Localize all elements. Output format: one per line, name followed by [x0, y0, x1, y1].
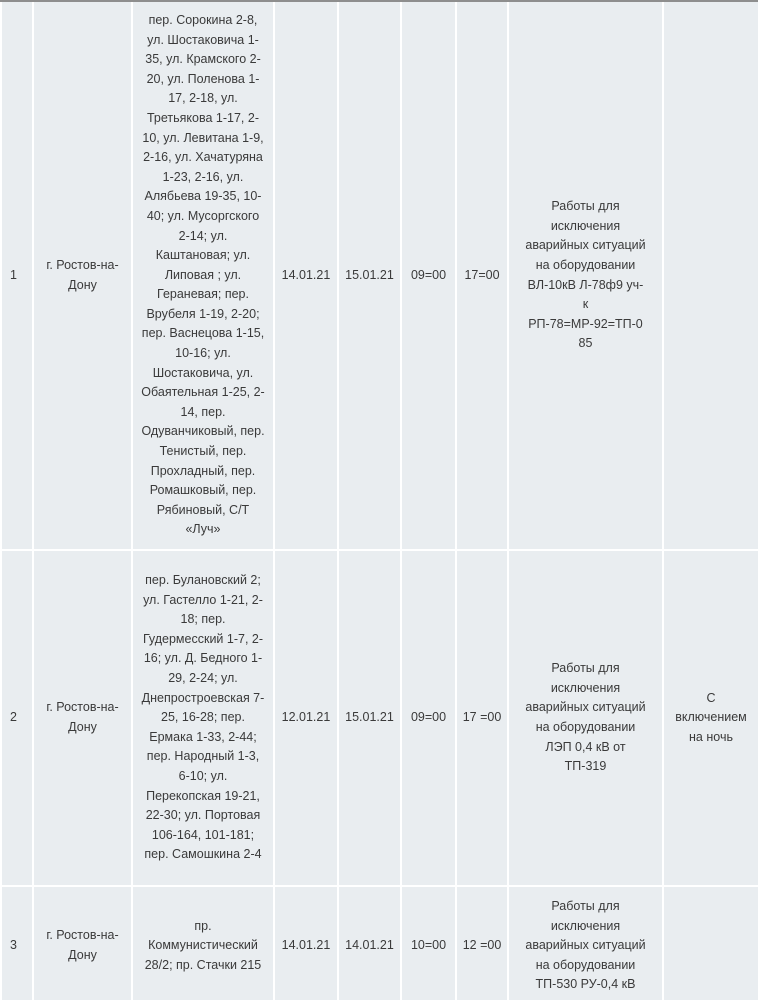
note-cell — [663, 2, 758, 550]
address-cell: пер. Сорокина 2-8, ул. Шостаковича 1-35, ул. Крамского 2-20, ул. Поленова 1-17, 2-18, ул. Третьякова 1-17, 2-10, ул. Левитана 1-9, 2-16, ул. Хачатуряна 1-23, 2-16, ул. Алябьева 19-35, 10-40; ул. Мусоргского 2-14; ул. Каштановая; ул. Липовая ; ул. Гераневая; пер. Врубеля 1-19, 2-20; пер. Васнецова 1-15, 10-16; ул. Шостаковича, ул. Обаятельная 1-25, 2-14, пер. Одуванчиковый, пер. Тенистый, пер. Прохладный, пер. Ромашковый, пер. Рябиновый, С/Т «Луч» — [132, 2, 274, 550]
work-description-cell: Работы для исключения аварийных ситуаций на оборудовании ТП-530 РУ-0,4 кВ — [508, 886, 663, 1000]
city-cell: г. Ростов-на-Дону — [33, 550, 132, 886]
address-cell: пер. Булановский 2; ул. Гастелло 1-21, 2-18; пер. Гудермесский 1-7, 2-16; ул. Д. Бедного 1-29, 2-24; ул. Днепростроевская 7-25, 16-28; пер. Ермака 1-33, 2-44; пер. Народный 1-3, 6-10; ул. Перекопская 19-21, 22-30; ул. Портовая 106-164, 101-181; пер. Самошкина 2-4 — [132, 550, 274, 886]
row-number-cell: 2 — [1, 550, 33, 886]
note-cell — [663, 886, 758, 1000]
city-cell: г. Ростов-на-Дону — [33, 886, 132, 1000]
work-description-cell: Работы для исключения аварийных ситуаций на оборудовании ВЛ-10кВ Л-78ф9 уч-к РП-78=МР-92=ТП-085 — [508, 2, 663, 550]
time-start-cell: 10=00 — [401, 886, 456, 1000]
address-cell: пр. Коммунистический 28/2; пр. Стачки 215 — [132, 886, 274, 1000]
date-end-cell: 15.01.21 — [338, 550, 401, 886]
city-cell: г. Ростов-на-Дону — [33, 2, 132, 550]
outage-table — [0, 2, 758, 1000]
row-number-cell: 3 — [1, 886, 33, 1000]
time-start-cell: 09=00 — [401, 550, 456, 886]
time-start-cell: 09=00 — [401, 2, 456, 550]
time-end-cell: 12 =00 — [456, 886, 508, 1000]
time-end-cell: 17 =00 — [456, 550, 508, 886]
work-description-cell: Работы для исключения аварийных ситуаций на оборудовании ЛЭП 0,4 кВ от ТП-319 — [508, 550, 663, 886]
date-start-cell: 12.01.21 — [274, 550, 338, 886]
table-row — [1, 550, 758, 886]
date-start-cell: 14.01.21 — [274, 2, 338, 550]
note-cell: С включением на ночь — [663, 550, 758, 886]
date-start-cell: 14.01.21 — [274, 886, 338, 1000]
date-end-cell: 15.01.21 — [338, 2, 401, 550]
table-row — [1, 886, 758, 1000]
date-end-cell: 14.01.21 — [338, 886, 401, 1000]
time-end-cell: 17=00 — [456, 2, 508, 550]
row-number-cell: 1 — [1, 2, 33, 550]
table-row — [1, 2, 758, 550]
